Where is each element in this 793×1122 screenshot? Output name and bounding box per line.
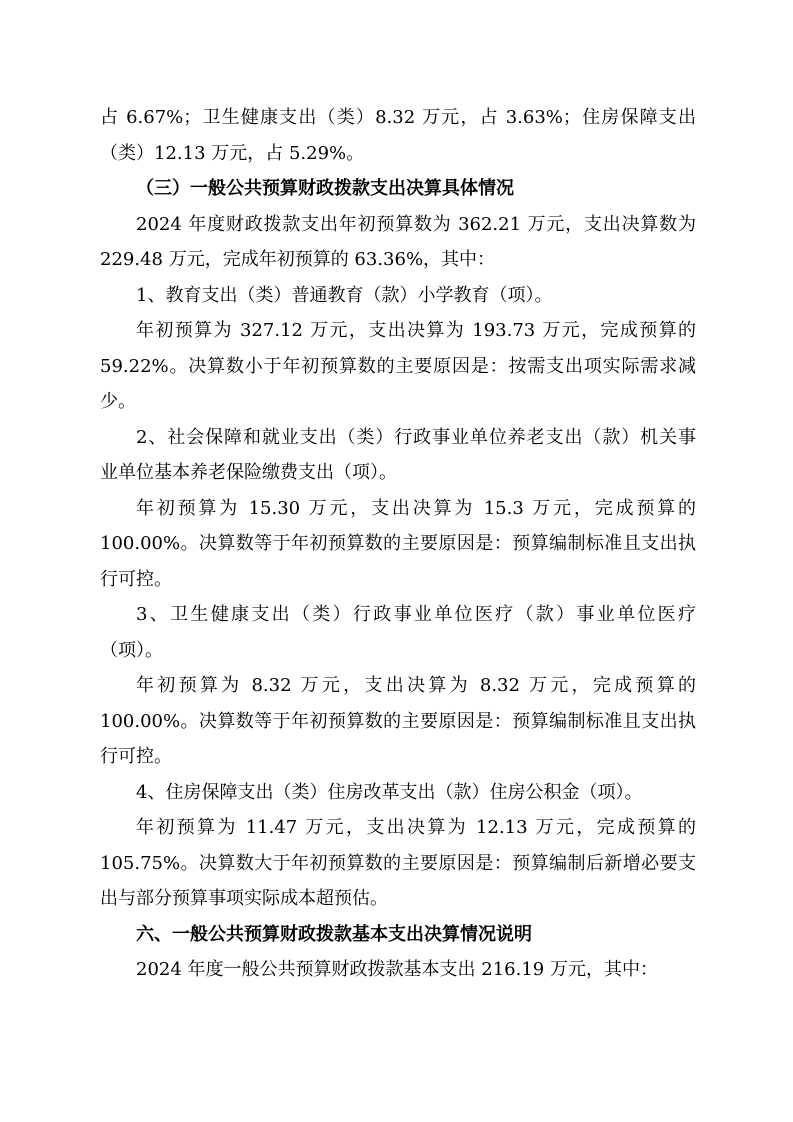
paragraph-line: 105.75%。决算数大于年初预算数的主要原因是：预算编制后新增必要支: [100, 853, 696, 874]
section-heading: 六、一般公共预算财政拨款基本支出决算情况说明: [136, 924, 532, 945]
paragraph-line: （类）12.13 万元，占 5.29%。: [100, 143, 365, 164]
paragraph-line: 年初预算为 327.12 万元，支出决算为 193.73 万元，完成预算的: [136, 320, 696, 341]
list-item-heading: 4、住房保障支出（类）住房改革支出（款）住房公积金（项）。: [136, 782, 643, 803]
paragraph-line: 占 6.67%；卫生健康支出（类）8.32 万元，占 3.63%；住房保障支出: [100, 107, 696, 128]
paragraph-line: 行可控。: [100, 746, 172, 767]
paragraph-line: 年初预算为 11.47 万元，支出决算为 12.13 万元，完成预算的: [136, 817, 696, 838]
paragraph-line: 100.00%。决算数等于年初预算数的主要原因是：预算编制标准且支出执: [100, 533, 696, 554]
list-item-heading: 业单位基本养老保险缴费支出（项）。: [100, 462, 397, 483]
paragraph-line: 少。: [100, 391, 136, 412]
paragraph-line: 行可控。: [100, 569, 172, 590]
list-item-heading: 3、卫生健康支出（类）行政事业单位医疗（款）事业单位医疗: [136, 604, 696, 625]
paragraph-line: 229.48 万元，完成年初预算的 63.36%，其中：: [100, 249, 496, 270]
paragraph-line: 2024 年度一般公共预算财政拨款基本支出 216.19 万元，其中：: [136, 959, 658, 980]
paragraph-line: 出与部分预算事项实际成本超预估。: [100, 888, 388, 909]
paragraph-line: 年初预算为 15.30 万元，支出决算为 15.3 万元，完成预算的: [136, 498, 696, 519]
paragraph-line: 2024 年度财政拨款支出年初预算数为 362.21 万元，支出决算数为: [136, 214, 696, 235]
list-item-heading: （项）。: [100, 640, 163, 661]
paragraph-line: 年初预算为 8.32 万元，支出决算为 8.32 万元，完成预算的: [136, 675, 696, 696]
paragraph-line: 59.22%。决算数小于年初预算数的主要原因是：按需支出项实际需求减: [100, 356, 696, 377]
section-heading: （三）一般公共预算财政拨款支出决算具体情况: [136, 178, 514, 199]
paragraph-line: 100.00%。决算数等于年初预算数的主要原因是：预算编制标准且支出执: [100, 711, 696, 732]
list-item-heading: 1、教育支出（类）普通教育（款）小学教育（项）。: [136, 285, 553, 306]
list-item-heading: 2、社会保障和就业支出（类）行政事业单位养老支出（款）机关事: [136, 427, 696, 448]
